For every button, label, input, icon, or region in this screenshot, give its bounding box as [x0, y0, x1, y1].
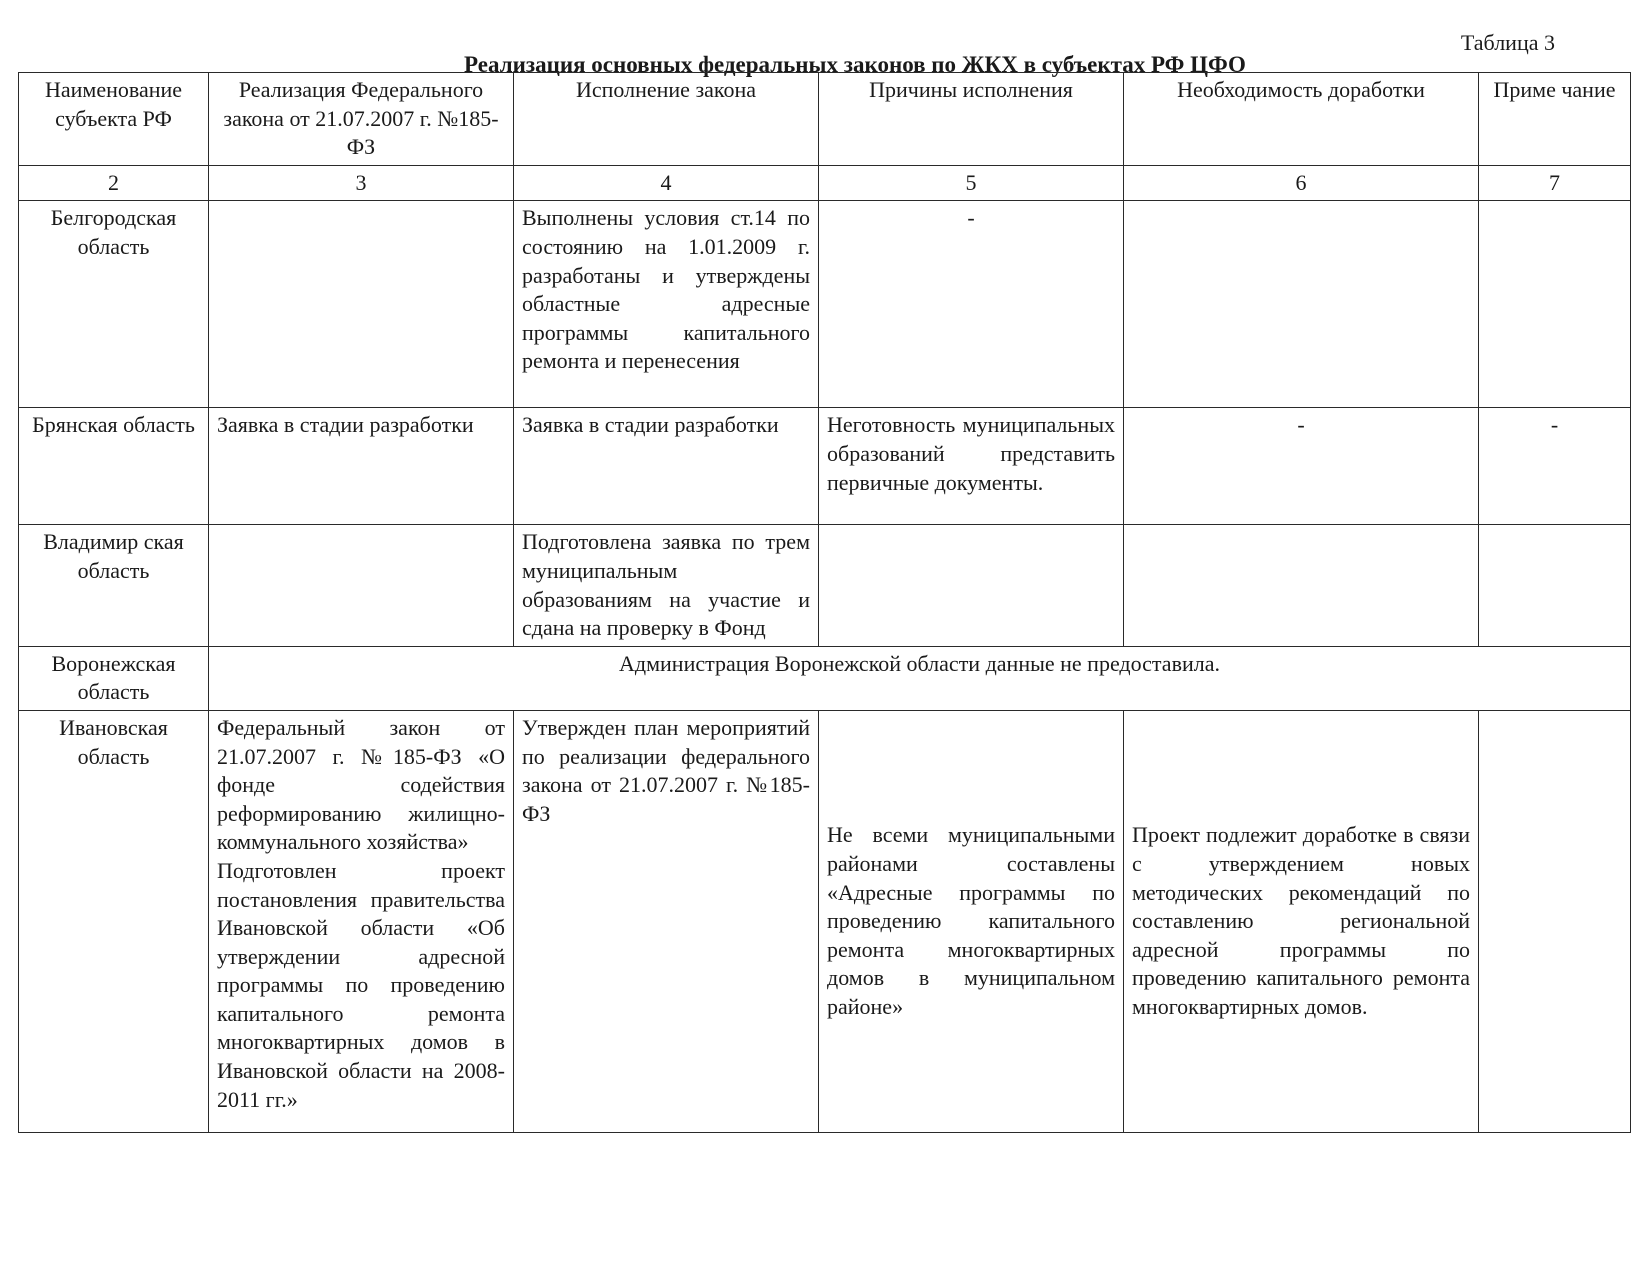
implementation-cell: Заявка в стадии разработки — [209, 408, 514, 525]
column-number: 6 — [1124, 165, 1479, 201]
table-row — [19, 525, 1631, 646]
implementation-cell — [209, 710, 514, 1132]
revision-cell — [1124, 201, 1479, 408]
column-number: 2 — [19, 165, 209, 201]
column-number: 5 — [819, 165, 1124, 201]
execution-cell: Подготовлена заявка по трем муниципальным образованиям на участие и сдана на проверку в Фонд — [514, 525, 819, 646]
table-number-label: Таблица 3 — [1460, 30, 1555, 55]
column-number: 7 — [1479, 165, 1631, 201]
header-revision: Необходимость доработки — [1124, 73, 1479, 166]
note-cell — [1479, 525, 1631, 646]
header-row — [19, 73, 1631, 166]
implementation-cell — [209, 201, 514, 408]
note-cell: - — [1479, 408, 1631, 525]
table-row — [19, 646, 1631, 710]
table-row — [19, 201, 1631, 408]
note-cell — [1479, 710, 1631, 1132]
subject-cell: Владимир ская область — [19, 525, 209, 646]
header-subject: Наименование субъекта РФ — [19, 73, 209, 166]
implementation-paragraph: Подготовлен проект постановления правительства Ивановской области «Об утверждении адресной программы по проведению капитального ремонта многоквартирных домов в Ивановской области на 2008-2011 гг.» — [217, 857, 505, 1112]
document-title: Реализация основных федеральных законов по ЖКХ в субъектах РФ ЦФО — [464, 52, 1246, 77]
execution-cell: Выполнены условия ст.14 по состоянию на 1.01.2009 г. разработаны и утверждены областные адресные программы капитального ремонта и перенесения — [514, 201, 819, 408]
subject-cell: Белгородская область — [19, 201, 209, 408]
column-number: 3 — [209, 165, 514, 201]
table-row — [19, 710, 1631, 1132]
note-cell — [1479, 201, 1631, 408]
revision-cell: Проект подлежит доработке в связи с утверждением новых методических рекомендаций по составлению региональной адресной программы по проведению капитального ремонта многоквартирных домов. — [1124, 710, 1479, 1132]
subject-cell: Воронежская область — [19, 646, 209, 710]
header-execution: Исполнение закона — [514, 73, 819, 166]
implementation-cell — [209, 525, 514, 646]
header-reasons: Причины исполнения — [819, 73, 1124, 166]
execution-cell: Утвержден план мероприятий по реализации федерального закона от 21.07.2007 г. №185-ФЗ — [514, 710, 819, 1132]
revision-cell — [1124, 525, 1479, 646]
reasons-cell: Неготовность муниципальных образований представить первичные документы. — [819, 408, 1124, 525]
column-number-row — [19, 165, 1631, 201]
header-implementation: Реализация Федерального закона от 21.07.2007 г. №185-ФЗ — [209, 73, 514, 166]
merged-no-data-cell: Администрация Воронежской области данные не предоставила. — [209, 646, 1631, 710]
header-note: Приме чание — [1479, 73, 1631, 166]
execution-cell: Заявка в стадии разработки — [514, 408, 819, 525]
subject-cell: Ивановская область — [19, 710, 209, 1132]
subject-cell: Брянская область — [19, 408, 209, 525]
reasons-cell — [819, 525, 1124, 646]
implementation-paragraph: Федеральный закон от 21.07.2007 г. №185-ФЗ «О фонде содействия реформированию жилищно-коммунального хозяйства» — [217, 714, 505, 855]
table-row — [19, 408, 1631, 525]
revision-cell: - — [1124, 408, 1479, 525]
reasons-cell: - — [819, 201, 1124, 408]
column-number: 4 — [514, 165, 819, 201]
regions-laws-table — [18, 72, 1631, 1133]
reasons-cell: Не всеми муниципальными районами составлены «Адресные программы по проведению капитального ремонта многоквартирных домов в муниципальном районе» — [819, 710, 1124, 1132]
